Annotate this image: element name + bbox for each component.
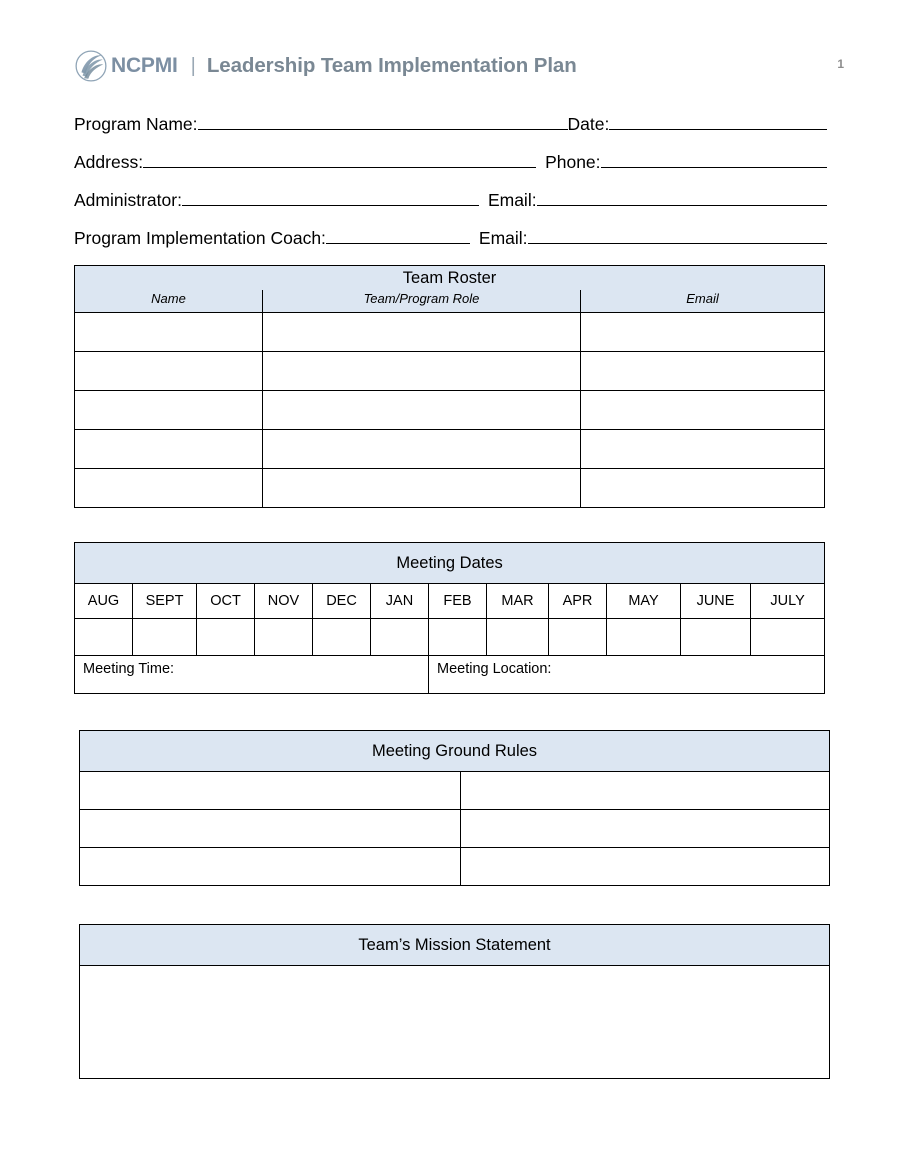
document-header <box>74 44 844 88</box>
form-row-coach <box>74 224 827 262</box>
brand-block <box>74 44 577 88</box>
page-number: 1 <box>837 57 844 71</box>
roster-cell-name[interactable] <box>75 469 263 508</box>
month-input-june[interactable] <box>681 619 751 656</box>
roster-cell-name[interactable] <box>75 352 263 391</box>
ground-rule-cell-right[interactable] <box>461 810 830 848</box>
program-name-input[interactable] <box>198 110 568 130</box>
form-row-program-name <box>74 110 827 148</box>
table-row <box>80 848 830 886</box>
month-input-feb[interactable] <box>429 619 487 656</box>
month-header-july: JULY <box>751 584 825 619</box>
table-row <box>75 313 825 352</box>
month-input-jan[interactable] <box>371 619 429 656</box>
mission-statement-table <box>79 924 830 1079</box>
brand-separator: | <box>190 54 196 77</box>
coach-email-label: Email: <box>478 228 528 248</box>
month-input-may[interactable] <box>607 619 681 656</box>
roster-cell-email[interactable] <box>581 352 825 391</box>
meeting-time-location-row <box>75 656 825 694</box>
meeting-location-field[interactable]: Meeting Location: <box>429 656 825 694</box>
address-label: Address: <box>74 152 144 172</box>
phone-input[interactable] <box>601 148 827 168</box>
month-input-dec[interactable] <box>313 619 371 656</box>
roster-cell-email[interactable] <box>581 391 825 430</box>
administrator-email-input[interactable] <box>537 186 827 206</box>
table-row <box>80 772 830 810</box>
month-header-dec: DEC <box>313 584 371 619</box>
ground-rule-cell-left[interactable] <box>80 772 461 810</box>
month-header-oct: OCT <box>197 584 255 619</box>
roster-cell-name[interactable] <box>75 313 263 352</box>
team-roster-table <box>74 265 825 508</box>
date-label: Date: <box>567 114 610 134</box>
date-input[interactable] <box>609 110 827 130</box>
ncpmi-swoosh-logo-icon <box>74 49 108 83</box>
meeting-dates-title: Meeting Dates <box>75 543 825 584</box>
month-input-july[interactable] <box>751 619 825 656</box>
meeting-dates-month-header-row <box>75 584 825 619</box>
column-header-email: Email <box>581 290 825 313</box>
roster-cell-name[interactable] <box>75 391 263 430</box>
meeting-time-field[interactable]: Meeting Time: <box>75 656 429 694</box>
team-roster-title-row <box>75 266 825 291</box>
month-input-aug[interactable] <box>75 619 133 656</box>
month-header-aug: AUG <box>75 584 133 619</box>
ground-rule-cell-left[interactable] <box>80 810 461 848</box>
table-row <box>75 352 825 391</box>
ground-rule-cell-left[interactable] <box>80 848 461 886</box>
month-header-feb: FEB <box>429 584 487 619</box>
month-header-nov: NOV <box>255 584 313 619</box>
logo-wordmark: NCPMI <box>111 54 178 77</box>
roster-cell-role[interactable] <box>263 352 581 391</box>
program-name-label: Program Name: <box>74 114 198 134</box>
coach-email-input[interactable] <box>528 224 827 244</box>
roster-cell-role[interactable] <box>263 391 581 430</box>
form-row-address <box>74 148 827 186</box>
month-header-mar: MAR <box>487 584 549 619</box>
ground-rules-title: Meeting Ground Rules <box>80 731 830 772</box>
meeting-dates-title-row <box>75 543 825 584</box>
address-input[interactable] <box>143 148 536 168</box>
column-header-role: Team/Program Role <box>263 290 581 313</box>
column-header-name: Name <box>75 290 263 313</box>
month-input-apr[interactable] <box>549 619 607 656</box>
roster-cell-role[interactable] <box>263 430 581 469</box>
table-row <box>80 810 830 848</box>
meeting-dates-value-row <box>75 619 825 656</box>
month-input-sept[interactable] <box>133 619 197 656</box>
month-header-apr: APR <box>549 584 607 619</box>
table-row <box>75 469 825 508</box>
month-header-sept: SEPT <box>133 584 197 619</box>
mission-statement-title: Team’s Mission Statement <box>80 925 830 966</box>
roster-cell-name[interactable] <box>75 430 263 469</box>
table-row <box>75 391 825 430</box>
coach-input[interactable] <box>326 224 470 244</box>
team-roster-header-row <box>75 290 825 313</box>
roster-cell-email[interactable] <box>581 313 825 352</box>
roster-cell-email[interactable] <box>581 430 825 469</box>
ground-rule-cell-right[interactable] <box>461 848 830 886</box>
roster-cell-role[interactable] <box>263 469 581 508</box>
month-header-may: MAY <box>607 584 681 619</box>
month-header-june: JUNE <box>681 584 751 619</box>
administrator-input[interactable] <box>182 186 479 206</box>
ground-rules-title-row <box>80 731 830 772</box>
administrator-label: Administrator: <box>74 190 182 210</box>
form-fields-area <box>74 110 827 262</box>
table-row <box>75 430 825 469</box>
month-input-mar[interactable] <box>487 619 549 656</box>
form-row-administrator <box>74 186 827 224</box>
month-input-oct[interactable] <box>197 619 255 656</box>
meeting-ground-rules-table <box>79 730 830 886</box>
mission-statement-title-row <box>80 925 830 966</box>
team-roster-title: Team Roster <box>75 266 825 291</box>
ground-rule-cell-right[interactable] <box>461 772 830 810</box>
mission-statement-body-row <box>80 966 830 1079</box>
administrator-email-label: Email: <box>487 190 537 210</box>
month-input-nov[interactable] <box>255 619 313 656</box>
phone-label: Phone: <box>545 152 601 172</box>
page-title: Leadership Team Implementation Plan <box>206 54 577 77</box>
roster-cell-email[interactable] <box>581 469 825 508</box>
meeting-dates-table <box>74 542 825 694</box>
mission-statement-input[interactable] <box>80 966 830 1079</box>
roster-cell-role[interactable] <box>263 313 581 352</box>
month-header-jan: JAN <box>371 584 429 619</box>
coach-label: Program Implementation Coach: <box>74 228 326 248</box>
